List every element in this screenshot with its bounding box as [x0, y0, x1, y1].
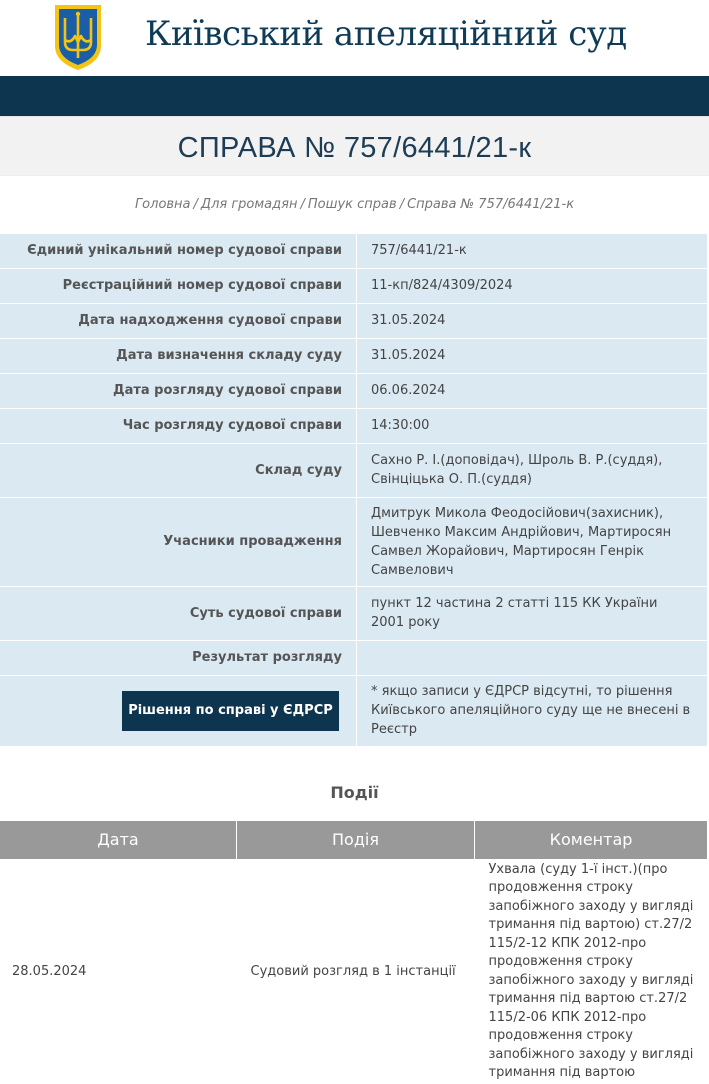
detail-label: Результат розгляду — [0, 640, 357, 675]
detail-label: Дата надходження судової справи — [0, 303, 357, 338]
breadcrumb-home[interactable]: Головна — [134, 197, 191, 212]
detail-row — [0, 443, 707, 497]
edrsr-button-cell — [0, 675, 357, 746]
case-title: СПРАВА № 757/6441/21-к — [177, 132, 532, 164]
detail-label: Суть судової справи — [0, 586, 357, 640]
edrsr-row — [0, 675, 707, 746]
events-header-row — [0, 821, 707, 859]
detail-value: 14:30:00 — [357, 408, 708, 443]
detail-row — [0, 303, 707, 338]
detail-row — [0, 408, 707, 443]
case-title-band — [0, 116, 709, 175]
detail-value: 757/6441/21-к — [357, 234, 708, 268]
main-navbar — [0, 76, 709, 116]
breadcrumb — [0, 175, 709, 234]
column-header-comment: Коментар — [475, 821, 708, 859]
column-header-date: Дата — [0, 821, 237, 859]
detail-value: 06.06.2024 — [357, 373, 708, 408]
detail-row — [0, 268, 707, 303]
detail-row — [0, 338, 707, 373]
edrsr-note: * якщо записи у ЄДРСР відсутні, то рішення Київського апеляційного суду ще не внесені в Реєстр — [357, 675, 708, 746]
detail-value: 11-кп/824/4309/2024 — [357, 268, 708, 303]
detail-row — [0, 586, 707, 640]
detail-label: Дата розгляду судової справи — [0, 373, 357, 408]
detail-row — [0, 497, 707, 586]
breadcrumb-separator: / — [300, 197, 305, 212]
detail-row — [0, 373, 707, 408]
breadcrumb-case-search[interactable]: Пошук справ — [307, 197, 397, 212]
detail-label: Час розгляду судової справи — [0, 408, 357, 443]
column-header-event: Подія — [237, 821, 475, 859]
events-title: Події — [330, 782, 379, 802]
breadcrumb-citizens[interactable]: Для громадян — [200, 197, 298, 212]
detail-row — [0, 234, 707, 268]
events-table — [0, 821, 707, 1084]
detail-value: 31.05.2024 — [357, 338, 708, 373]
court-name[interactable]: Київський апеляційний суд — [145, 14, 627, 54]
detail-label: Єдиний унікальний номер судової справи — [0, 234, 357, 268]
detail-row — [0, 640, 707, 675]
breadcrumb-separator: / — [193, 197, 198, 212]
breadcrumb-separator: / — [399, 197, 405, 212]
detail-label: Реєстраційний номер судової справи — [0, 268, 357, 303]
detail-label: Учасники провадження — [0, 497, 357, 586]
detail-value — [357, 640, 708, 675]
event-comment: Ухвала (суду 1-ї інст.)(про продовження строку запобіжного заходу у вигляді тримання під вартою) ст.27/2 115/2-12 КПК 2012-про продовження строку запобіжного заходу у вигляді тримання під вартою ст.27/2 115/2-06 КПК 2012-про продовження строку запобіжного заходу у вигляді тримання під вартою — [488, 861, 694, 1080]
detail-value: Дмитрук Микола Феодосійович(захисник), Шевченко Максим Андрійович, Мартиросян Самвел Жорайович, Мартиросян Генрік Самвелович — [357, 497, 708, 586]
edrsr-decision-button[interactable]: Рішення по справі у ЄДРСР — [122, 691, 339, 731]
event-date: 28.05.2024 — [12, 963, 87, 979]
detail-value: пункт 12 частина 2 статті 115 КК України 2001 року — [357, 586, 708, 640]
case-details-table — [0, 234, 707, 747]
table-row — [0, 859, 707, 1084]
detail-label: Дата визначення складу суду — [0, 338, 357, 373]
detail-value: Сахно Р. І.(доповідач), Шроль В. Р.(суддя), Свінціцька О. П.(суддя) — [357, 443, 708, 497]
breadcrumb-current-case: Справа № 757/6441/21-к — [407, 197, 575, 212]
detail-value: 31.05.2024 — [357, 303, 708, 338]
detail-label: Склад суду — [0, 443, 357, 497]
site-header — [0, 0, 709, 76]
ukraine-trident-icon[interactable] — [52, 2, 104, 72]
event-name: Судовий розгляд в 1 інстанції — [250, 963, 456, 979]
